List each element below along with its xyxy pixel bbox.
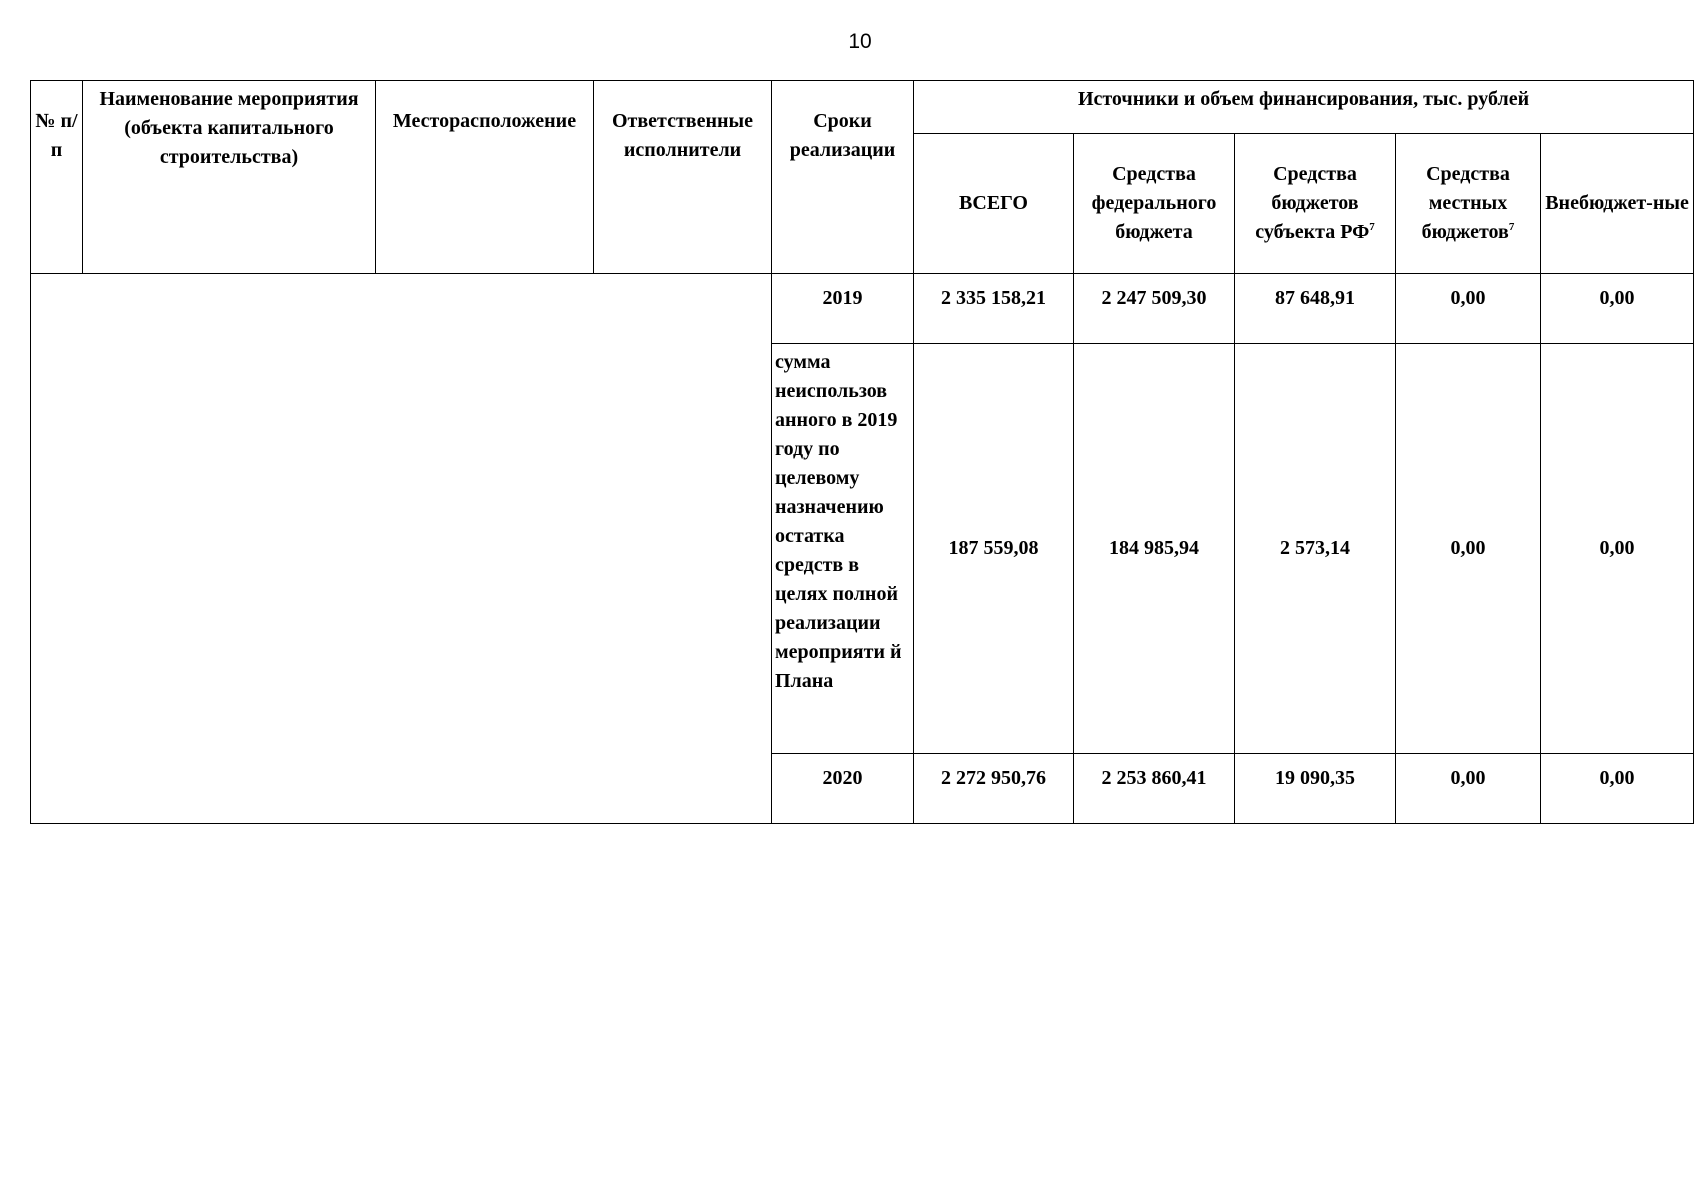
row-subject: 87 648,91 — [1235, 274, 1396, 344]
header-subject-text: Средства бюджетов субъекта РФ — [1255, 163, 1370, 243]
header-row-1 — [31, 81, 1694, 134]
header-local-text: Средства местных бюджетов — [1421, 163, 1510, 243]
header-local — [1396, 134, 1541, 274]
row-total: 2 335 158,21 — [914, 274, 1074, 344]
header-responsible: Ответственные исполнители — [594, 81, 772, 274]
row-extra: 0,00 — [1541, 344, 1694, 754]
row-local: 0,00 — [1396, 274, 1541, 344]
row-total: 187 559,08 — [914, 344, 1074, 754]
header-subject-footnote: 7 — [1369, 221, 1375, 233]
merged-blank-cell — [31, 274, 772, 824]
row-local: 0,00 — [1396, 754, 1541, 824]
row-local: 0,00 — [1396, 344, 1541, 754]
row-term: 2019 — [772, 274, 914, 344]
page-number: 10 — [848, 30, 872, 53]
row-term: 2020 — [772, 754, 914, 824]
header-federal: Средства федерального бюджета — [1074, 134, 1235, 274]
header-terms: Сроки реализации — [772, 81, 914, 274]
financing-table — [30, 80, 1694, 824]
header-num: № п/п — [31, 81, 83, 274]
header-name: Наименование мероприятия (объекта капитального строительства) — [83, 81, 376, 274]
table-row — [31, 274, 1694, 344]
header-sources: Источники и объем финансирования, тыс. рублей — [914, 81, 1694, 134]
row-extra: 0,00 — [1541, 274, 1694, 344]
row-extra: 0,00 — [1541, 754, 1694, 824]
row-federal: 184 985,94 — [1074, 344, 1235, 754]
row-federal: 2 247 509,30 — [1074, 274, 1235, 344]
row-subject: 2 573,14 — [1235, 344, 1396, 754]
header-location: Месторасположение — [376, 81, 594, 274]
row-federal: 2 253 860,41 — [1074, 754, 1235, 824]
row-total: 2 272 950,76 — [914, 754, 1074, 824]
row-subject: 19 090,35 — [1235, 754, 1396, 824]
header-local-footnote: 7 — [1508, 221, 1515, 233]
row-term: сумма неиспользов анного в 2019 году по целевому назначению остатка средств в целях полной реализации мероприяти й Плана — [772, 344, 914, 754]
header-extra: Внебюджет-ные — [1541, 134, 1694, 274]
header-total: ВСЕГО — [914, 134, 1074, 274]
header-subject — [1235, 134, 1396, 274]
